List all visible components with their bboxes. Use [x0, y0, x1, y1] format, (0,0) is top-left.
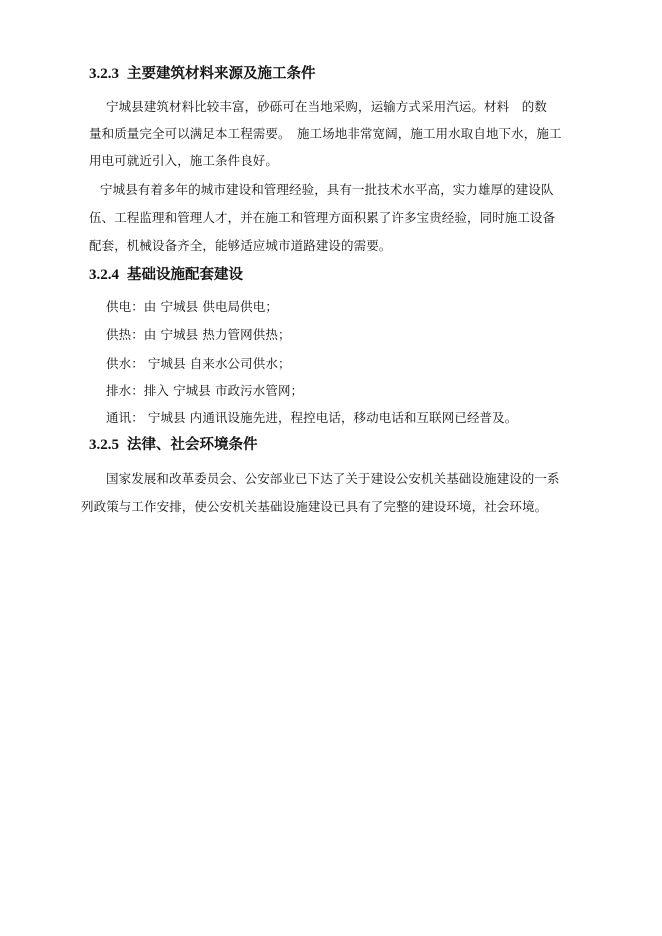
list-item-communication: 通讯： 宁城县 内通讯设施先进，程控电话，移动电话和互联网已经普及。: [106, 410, 518, 425]
list-item-water: 供水： 宁城县 自来水公司供水；: [106, 356, 291, 371]
paragraph-line: 列政策与工作安排，使公安机关基础设施建设已具有了完整的建设环境，社会环境。: [81, 499, 548, 514]
paragraph-line: 用电可就近引入，施工条件良好。: [89, 153, 279, 168]
section-title: 法律、社会环境条件: [127, 436, 258, 453]
list-item-heating: 供热：由 宁城县 热力管网供热；: [106, 327, 291, 342]
list-item-drainage: 排水：排入 宁城县 市政污水管网；: [106, 383, 304, 398]
paragraph-line: 国家发展和改革委员会、公安部业已下达了关于建设公安机关基础设施建设的一系: [106, 471, 560, 486]
section-heading-3-2-3: [89, 64, 316, 84]
section-title: 基础设施配套建设: [127, 266, 243, 283]
paragraph-line: 宁城县有着多年的城市建设和管理经验，具有一批技术水平高，实力雄厚的建设队: [100, 182, 554, 197]
list-item-power: 供电：由 宁城县 供电局供电；: [106, 299, 278, 314]
paragraph-line: 伍、工程监理和管理人才，并在施工和管理方面积累了许多宝贵经验，同时施工设备: [89, 210, 556, 225]
section-title: 主要建筑材料来源及施工条件: [127, 65, 316, 82]
section-heading-3-2-4: [89, 265, 243, 285]
section-number: 3.2.4: [89, 267, 119, 283]
paragraph-line: 宁城县建筑材料比较丰富，砂砾可在当地采购，运输方式采用汽运。材料 的数: [106, 99, 548, 114]
paragraph-line: 配套，机械设备齐全，能够适应城市道路建设的需要。: [89, 238, 392, 253]
section-number: 3.2.3: [89, 66, 119, 82]
paragraph-line: 量和质量完全可以满足本工程需要。 施工场地非常宽阔，施工用水取自地下水，施工: [89, 126, 562, 141]
section-number: 3.2.5: [89, 437, 119, 453]
section-heading-3-2-5: [89, 435, 258, 455]
